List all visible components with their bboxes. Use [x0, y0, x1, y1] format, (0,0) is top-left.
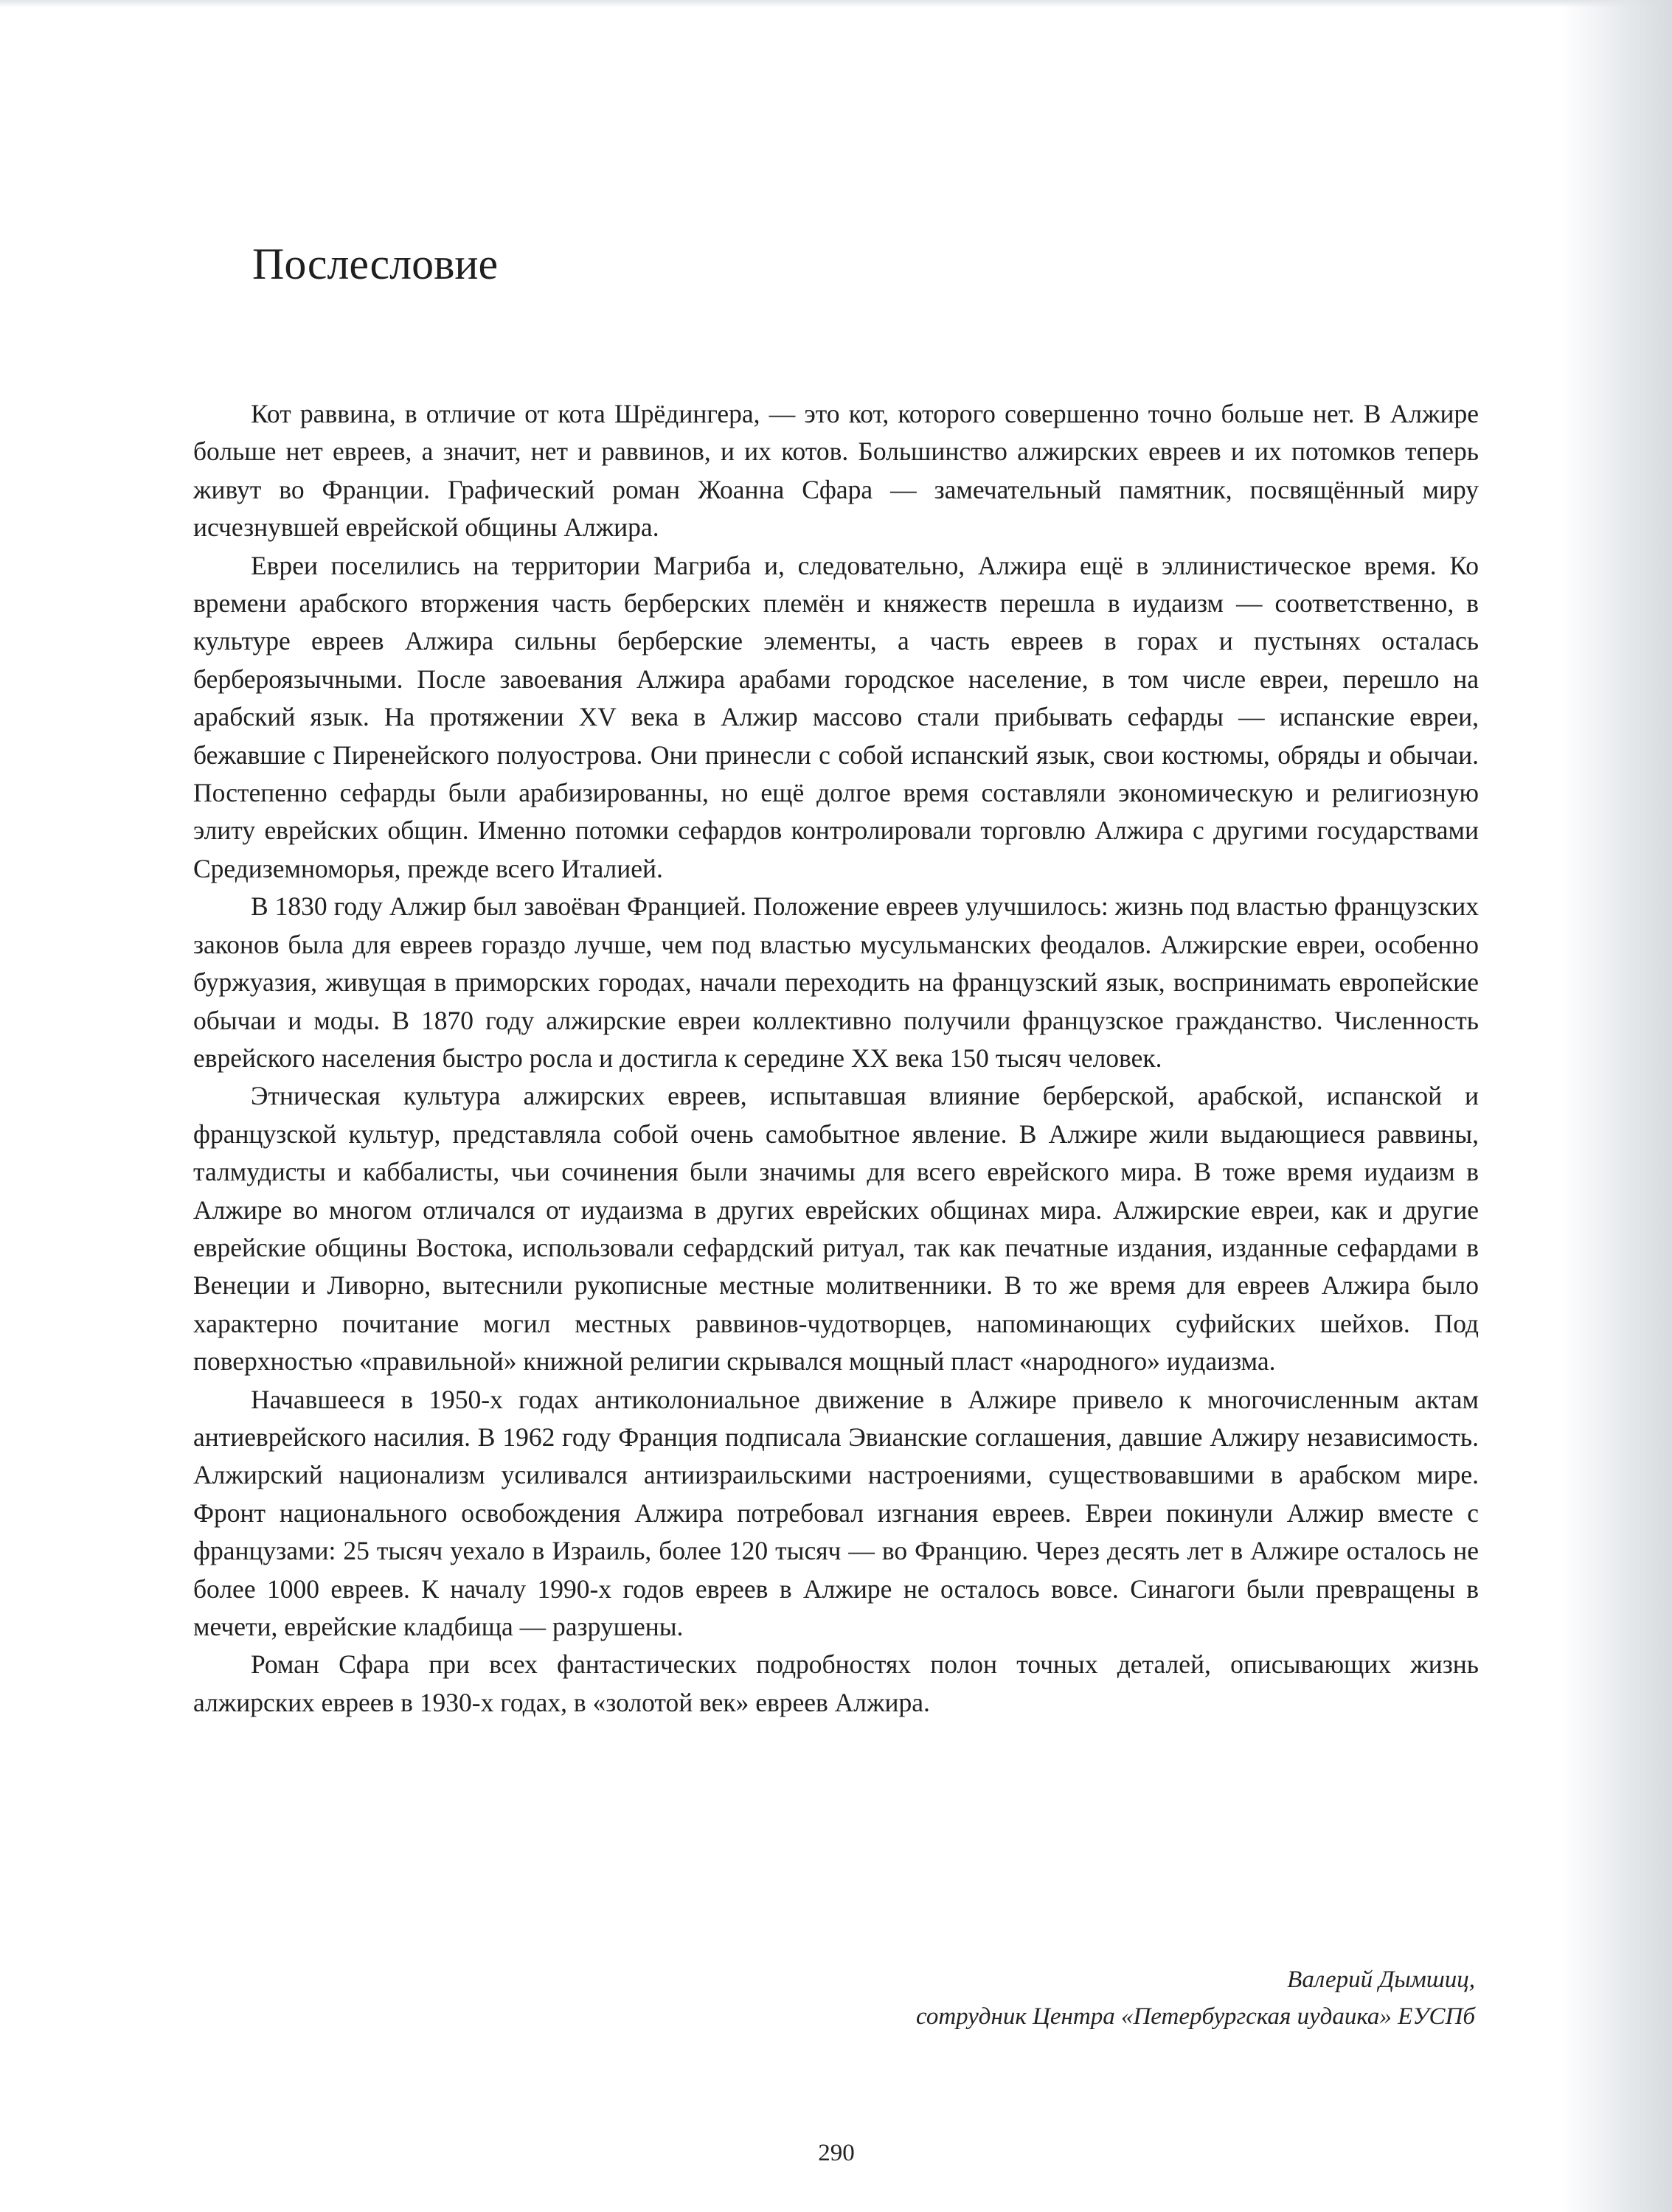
paragraph: Роман Сфара при всех фантастических подробностях полон точных деталей, описывающих жизнь алжирских евреев в 1930-х годах, в «золотой век» евреев Алжира. — [193, 1649, 1479, 1717]
author-signature — [738, 1961, 1475, 2035]
paragraph: В 1830 году Алжир был завоёван Францией. Положение евреев улучшилось: жизнь под властью французских законов была для евреев гораздо лучше, чем под властью мусульманских феодалов. Алжирские евреи, особенно буржуазия, живущая в приморских городах, начали переходить на французский язык, воспринимать европейские обычаи и моды. В 1870 году алжирские евреи коллективно получили французское гражданство. Численность еврейского населения быстро росла и достигла к середине XX века 150 тысяч человек. — [193, 891, 1479, 1073]
author-position: сотрудник Центра «Петербургская иудаика» ЕУСПб — [916, 2003, 1475, 2030]
paragraph: Этническая культура алжирских евреев, испытавшая влияние берберской, арабской, испанской и французской культур, представляла собой очень самобытное явление. В Алжире жили выдающиеся раввины, талмудисты и каббалисты, чьи сочинения были значимы для всего еврейского мира. В тоже время иудаизм в Алжире во многом отличался от иудаизма в других еврейских общинах мира. Алжирские евреи, как и другие еврейские общины Востока, использовали сефардский ритуал, так как печатные издания, изданные сефардами в Венеции и Ливорно, вытеснили рукописные местные молитвенники. В то же время для евреев Алжира было характерно почитание могил местных раввинов-чудотворцев, напоминающих суфийских шейхов. Под поверхностью «правильной» книжной религии скрывался мощный пласт «народного» иудаизма. — [193, 1081, 1479, 1377]
paragraph: Начавшееся в 1950-х годах антиколониальное движение в Алжире привело к многочисленным актам антиеврейского насилия. В 1962 году Франция подписала Эвианские соглашения, давшие Алжиру независимость. Алжирский национализм усиливался антиизраильскими настроениями, существовавшими в арабском мире. Фронт национального освобождения Алжира потребовал изгнания евреев. Евреи покинули Алжир вместе с французами: 25 тысяч уехало в Израиль, более 120 тысяч — во Францию. Через десять лет в Алжире осталось не более 1000 евреев. К началу 1990-х годов евреев в Алжире не осталось вовсе. Синагоги были превращены в мечети, еврейские кладбища — разрушены. — [193, 1384, 1479, 1641]
page-number: 290 — [818, 2140, 855, 2166]
article-body — [193, 395, 1479, 1722]
page-title: Послесловие — [252, 240, 499, 288]
page-top-edge — [0, 0, 1672, 7]
author-name: Валерий Дымшиц, — [1287, 1966, 1475, 1993]
paragraph: Евреи поселились на территории Магриба и, следовательно, Алжира ещё в эллинистическое время. Ко времени арабского вторжения часть берберских племён и княжеств перешла в иудаизм — соответственно, в культуре евреев Алжира сильны берберские элементы, а часть евреев в горах и пустынях осталась бербероязычными. После завоевания Алжира арабами городское население, в том числе евреи, перешло на арабский язык. На протяжении XV века в Алжир массово стали прибывать сефарды — испанские евреи, бежавшие с Пиренейского полуострова. Они принесли с собой испанский язык, свои костюмы, обряды и обычаи. Постепенно сефарды были арабизированны, но ещё долгое время составляли экономическую и религиозную элиту еврейских общин. Именно потомки сефардов контролировали торговлю Алжира с другими государствами Средиземноморья, прежде всего Италией. — [193, 550, 1479, 883]
page-gutter-shadow — [1561, 0, 1672, 2212]
paragraph: Кот раввина, в отличие от кота Шрёдингера, — это кот, которого совершенно точно больше нет. В Алжире больше нет евреев, а значит, нет и раввинов, и их котов. Большинство алжирских евреев и их потомков теперь живут во Франции. Графический роман Жоанна Сфара — замечательный памятник, посвящённый миру исчезнувшей еврейской общины Алжира. — [193, 399, 1479, 543]
